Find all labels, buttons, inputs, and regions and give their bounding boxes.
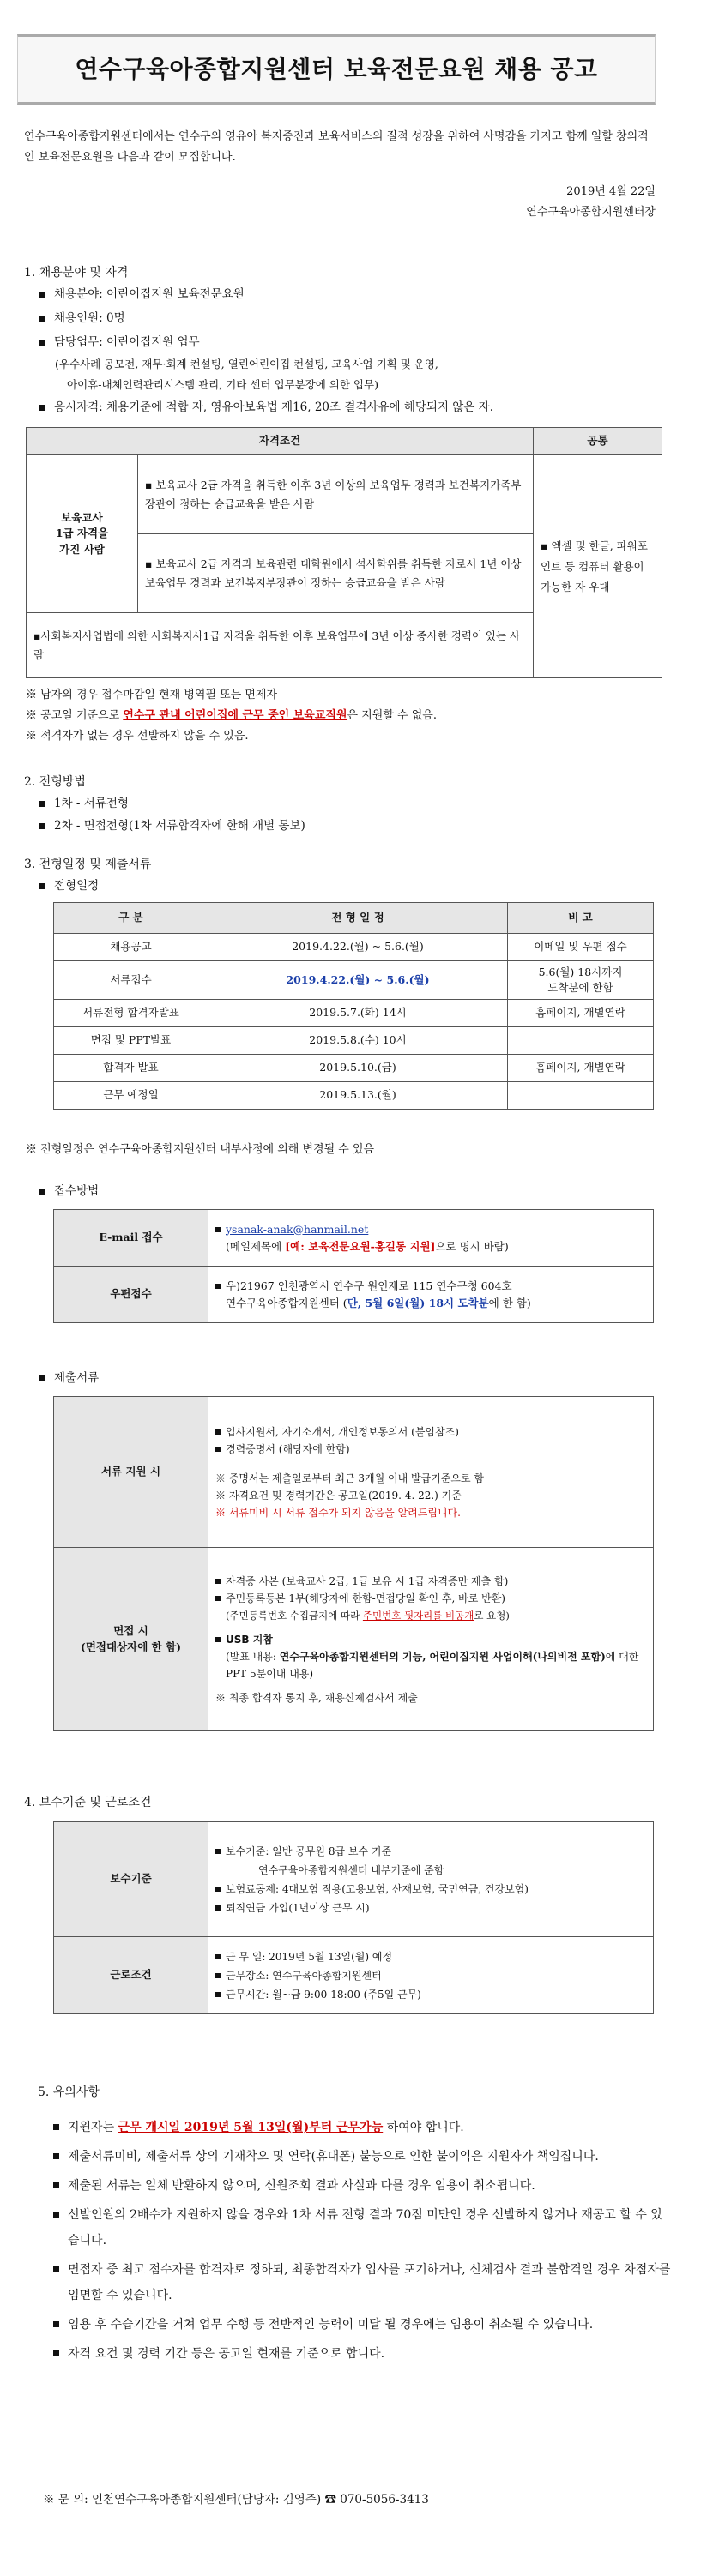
qual-cond-2: ▪ 보육교사 2급 자격과 보육관련 대학원에서 석사학위를 취득한 자로서 1년 이상 보육업무 경력과 보건복지부장관이 정하는 승급교육을 받은 사람 (138, 534, 534, 613)
bullet-square (53, 2212, 59, 2218)
doc-cell: 입사지원서, 자기소개서, 개인정보동의서 (붙임참조) 경력증명서 (해당자에 한함) ※ 증명서는 제출일로부터 최근 3개월 이내 발급기준으로 함 ※ 자격요건 및 경력기간은 공고일(2019. 4. 22.) 기준 ※ 서류미비 시 서류 접수가 되지 않음을 알려드립니다. (208, 1397, 654, 1548)
table-cell: 면접 및 PPT발표 (54, 1027, 208, 1055)
conditions-table (53, 1821, 654, 2014)
cert-emphasis: 1급 자격증만 (408, 1574, 468, 1587)
th-qualification: 자격조건 (27, 428, 534, 455)
bullet-square (215, 1429, 221, 1435)
table-row (54, 1082, 654, 1110)
table-cell: 2019.5.8.(수) 10시 (208, 1027, 508, 1055)
table-cell (508, 1027, 654, 1055)
list-item: 자격 요건 및 경력 기간 등은 공고일 현재를 기준으로 합니다. (53, 2341, 671, 2367)
date-block (526, 182, 656, 223)
rrn-emphasis: 주민번호 뒷자리를 비공개 (362, 1609, 474, 1622)
bullet-square (39, 292, 45, 298)
email-subject-example: [예: 보육전문요원-홍길동 지원] (285, 1239, 436, 1253)
list-item: 지원자는 근무 개시일 2019년 5월 13일(월)부터 근무가능 하여야 합니다. (53, 2115, 671, 2140)
title-box (17, 34, 656, 105)
bullet-square (215, 1447, 221, 1452)
table-cell: 2019.5.7.(화) 14시 (208, 1000, 508, 1027)
s1-note-1: ※ 남자의 경우 접수마감일 현재 병역필 또는 면제자 (26, 689, 278, 701)
bullet-square (215, 1954, 221, 1959)
table-cell: 채용공고 (54, 934, 208, 961)
section-4-heading: 4. 보수기준 및 근로조건 (24, 1796, 152, 1809)
bullet-square (39, 340, 45, 346)
bullet-square (39, 823, 45, 829)
ppt-topic: 연수구육아종합지원센터의 기능, 어린이집지원 사업이해(나의비전 포함) (279, 1650, 606, 1663)
s1-count: 채용인원: 0명 (39, 310, 125, 328)
qual-cond-1: ▪ 보육교사 2급 자격을 취득한 이후 3년 이상의 보육업무 경력과 보건복지가족부장관이 정하는 승급교육을 받은 사람 (138, 455, 534, 534)
bullet-square (215, 1849, 221, 1854)
table-cell: 2019.4.22.(월) ~ 5.6.(월) (208, 961, 508, 1000)
s3-sub-documents: 제출서류 (39, 1370, 99, 1387)
section-1-heading: 1. 채용분야 및 자격 (24, 266, 129, 280)
table-cell: 2019.5.13.(월) (208, 1082, 508, 1110)
doc-note-1: ※ 증명서는 제출일로부터 최근 3개월 이내 발급기준으로 함 (215, 1472, 484, 1484)
bullet-square (215, 1596, 221, 1601)
work-cell: 근 무 일: 2019년 5월 13일(월) 예정 근무장소: 연수구육아종합지원센터 근무시간: 월~금 9:00-18:00 (주5일 근무) (208, 1937, 654, 2014)
bullet-square (53, 2182, 59, 2188)
bullet-square (53, 2266, 59, 2272)
email-cell: ysanak-anak@hanmail.net (메일제목에 [예: 보육전문요원-홍길동 지원]으로 명시 바람) (208, 1210, 654, 1267)
schedule-table (53, 902, 654, 1110)
section-2-heading: 2. 전형방법 (24, 775, 86, 789)
bullet-square (39, 801, 45, 807)
interview-cell: 자격증 사본 (보육교사 2급, 1급 보유 시 1급 자격증만 제출 함) 주민등록등본 1부(해당자에 한함-면접당일 확인 후, 바로 반환) (주민등록번호 수집금지에 따라 주민번호 뒷자리를 비공개로 요청) USB 지참 (발표 내용: 연수구육아종합지원센터의 기능, 어린이집지원 사업이해(나의비전 포함)에 대한 PPT 5분이내 내용) ※ 최종 합격자 통지 후, 채용신체검사서 제출 (208, 1548, 654, 1731)
start-date-emphasis: 근무 개시일 2019년 5월 13일(월)부터 근무가능 (118, 2121, 384, 2134)
bullet-square (39, 1189, 45, 1195)
list-item: 제출된 서류는 일체 반환하지 않으며, 신원조회 결과 사실과 다를 경우 임용이 취소됩니다. (53, 2173, 671, 2199)
table-cell: 이메일 및 우편 접수 (508, 934, 654, 961)
s1-field: 채용분야: 어린이집지원 보육전문요원 (39, 286, 245, 304)
table-cell: 5.6(월) 18시까지 도착분에 한함 (508, 961, 654, 1000)
doc-note-2: ※ 자격요건 및 경력기간은 공고일(2019. 4. 22.) 기준 (215, 1489, 462, 1502)
bullet-square (215, 1887, 221, 1892)
s2-step-2: 2차 - 면접전형(1차 서류합격자에 한해 개별 통보) (39, 818, 305, 835)
bullet-square (215, 1637, 221, 1642)
table-cell (508, 1082, 654, 1110)
list-item: 선발인원의 2배수가 지원하지 않을 경우와 1차 서류 전형 결과 70점 미만인 경우 선발하지 않거나 재공고 할 수 있습니다. (53, 2202, 671, 2254)
bullet-square (215, 1973, 221, 1978)
note-emphasis: 연수구 관내 어린이집에 근무 중인 보육교직원 (123, 709, 347, 722)
bullet-square (39, 405, 45, 411)
pay-label: 보수기준 (54, 1822, 208, 1937)
notice-date: 2019년 4월 22일 (566, 185, 656, 198)
page-title: 연수구육아종합지원센터 보육전문요원 채용 공고 (75, 54, 598, 83)
post-label: 우편접수 (54, 1267, 208, 1323)
qual-row-head: 보육교사 1급 자격을 가진 사람 (27, 455, 138, 613)
intro-paragraph: 연수구육아종합지원센터에서는 연수구의 영유아 복지증진과 보육서비스의 질적 성장을 위하여 사명감을 가지고 함께 일할 창의적인 보육전문요원을 다음과 같이 모집합니다. (24, 130, 649, 164)
section-5-heading: 5. 유의사항 (38, 2085, 100, 2099)
table-row (54, 1000, 654, 1027)
schedule-note: ※ 전형일정은 연수구육아종합지원센터 내부사정에 의해 변경될 수 있음 (26, 1143, 375, 1156)
doc-label: 서류 지원 시 (54, 1397, 208, 1548)
submission-table (53, 1209, 654, 1323)
table-cell: 서류전형 합격자발표 (54, 1000, 208, 1027)
list-item: 면접자 중 최고 점수자를 합격자로 정하되, 최종합격자가 입사를 포기하거나, 신체검사 결과 불합격일 경우 차점자를 임면할 수 있습니다. (53, 2257, 671, 2308)
contact-footer: ※ 문 의: 인천연수구육아종합지원센터(담당자: 김영주) ☎ 070-5056-3413 (43, 2493, 429, 2507)
doc-note-3: ※ 서류미비 시 서류 접수가 되지 않음을 알려드립니다. (215, 1506, 461, 1519)
email-link[interactable]: ysanak-anak@hanmail.net (226, 1222, 369, 1236)
post-cell: 우)21967 인천광역시 연수구 원인재로 115 연수구청 604호 연수구육아종합지원센터 (단, 5월 6일(월) 18시 도착분에 한 함) (208, 1267, 654, 1323)
interview-note: ※ 최종 합격자 통지 후, 채용신체검사서 제출 (215, 1691, 418, 1704)
section-3-heading: 3. 전형일정 및 제출서류 (24, 858, 152, 871)
bullet-square (215, 1905, 221, 1911)
th-common: 공통 (534, 428, 662, 455)
s1-note-3: ※ 적격자가 없는 경우 선발하지 않을 수 있음. (26, 730, 249, 743)
s1-duty: 담당업무: 어린이집지원 업무 (39, 334, 200, 352)
bullet-square (215, 1992, 221, 1997)
bullet-square (53, 2153, 59, 2159)
table-cell: 서류접수 (54, 961, 208, 1000)
s3-sub-schedule: 전형일정 (39, 878, 99, 895)
s1-eligibility: 응시자격: 채용기준에 적합 자, 영유아보육법 제16, 20조 결격사유에 해당되지 않은 자. (39, 400, 493, 417)
table-cell: 2019.5.10.(금) (208, 1055, 508, 1082)
th-schedule: 전 형 일 정 (208, 903, 508, 934)
bullet-square (215, 1579, 221, 1584)
bullet-square (215, 1227, 221, 1232)
table-cell: 홈페이지, 개별연락 (508, 1000, 654, 1027)
list-item: 제출서류미비, 제출서류 상의 기재착오 및 연락(휴대폰) 불능으로 인한 불이익은 지원자가 책임집니다. (53, 2144, 671, 2170)
post-deadline: 단, 5월 6일(월) 18시 도착분 (347, 1296, 489, 1309)
qual-cond-3: ▪사회복지사업법에 의한 사회복지사1급 자격을 취득한 이후 보육업무에 3년 이상 종사한 경력이 있는 사람 (27, 613, 534, 678)
table-row (54, 1027, 654, 1055)
list-item: 임용 후 수습기간을 거쳐 업무 수행 등 전반적인 능력이 미달 될 경우에는 임용이 취소될 수 있습니다. (53, 2312, 671, 2338)
email-label: E-mail 접수 (54, 1210, 208, 1267)
th-category: 구 분 (54, 903, 208, 934)
pay-1-detail: 연수구육아종합지원센터 내부기준에 준함 (258, 1863, 444, 1876)
interview-label: 면접 시 (면접대상자에 한 함) (54, 1548, 208, 1731)
table-cell: 근무 예정일 (54, 1082, 208, 1110)
qualification-table (26, 427, 662, 678)
pay-cell: 보수기준: 일반 공무원 8급 보수 기준 연수구육아종합지원센터 내부기준에 준함 보험료공제: 4대보험 적용(고용보험, 산재보험, 국민연금, 건강보험) 퇴직연금 가입(1년이상 근무 시) (208, 1822, 654, 1937)
s1-duty-detail-1: (우수사례 공모전, 재무·회계 컨설팅, 열린어린이집 컨설팅, 교육사업 기획 및 운영, (55, 358, 438, 370)
table-row (54, 961, 654, 1000)
table-cell: 2019.4.22.(월) ~ 5.6.(월) (208, 934, 508, 961)
bullet-square (53, 2350, 59, 2356)
s1-note-2: ※ 공고일 기준으로 연수구 관내 어린이집에 근무 중인 보육교직원은 지원할 수 없음. (26, 709, 437, 722)
table-cell: 합격자 발표 (54, 1055, 208, 1082)
bullet-square (215, 1284, 221, 1289)
table-cell: 홈페이지, 개별연락 (508, 1055, 654, 1082)
bullet-square (53, 2124, 59, 2130)
th-remarks: 비 고 (508, 903, 654, 934)
bullet-square (39, 316, 45, 322)
table-row (54, 1055, 654, 1082)
notice-list (53, 2115, 671, 2370)
issuer: 연수구육아종합지원센터장 (526, 206, 656, 219)
qual-common: ▪ 엑셀 및 한글, 파워포인트 등 컴퓨터 활용이 가능한 자 우대 (534, 455, 662, 678)
s2-step-1: 1차 - 서류전형 (39, 796, 129, 813)
s3-sub-submission: 접수방법 (39, 1183, 99, 1201)
documents-table (53, 1396, 654, 1731)
table-row (54, 934, 654, 961)
bullet-square (39, 883, 45, 889)
bullet-square (53, 2321, 59, 2327)
bullet-square (39, 1375, 45, 1381)
s1-duty-detail-2: 아이휴-대체인력관리시스템 관리, 기타 센터 업무분장에 의한 업무) (67, 378, 378, 391)
work-label: 근로조건 (54, 1937, 208, 2014)
